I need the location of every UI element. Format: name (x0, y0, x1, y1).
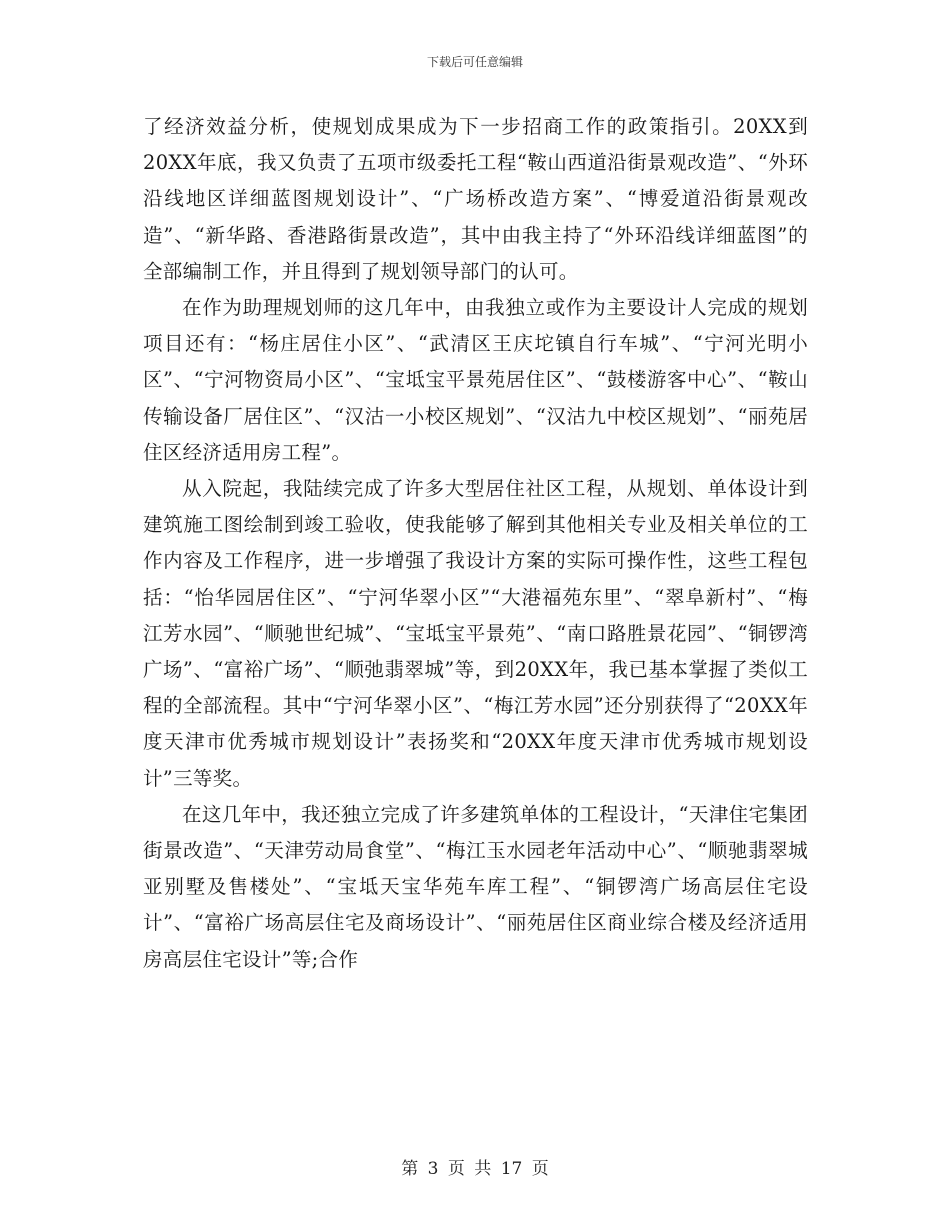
page-number-footer: 第 3 页 共 17 页 (401, 1159, 549, 1179)
document-body (143, 109, 808, 978)
paragraph-continuation: 了经济效益分析，使规划成果成为下一步招商工作的政策指引。20XX到20XX年底，我又负责了五项市级委托工程“鞍山西道沿街景观改造”、“外环沿线地区详细蓝图规划设计”、“广场桥改造方案”、“博爱道沿街景观改造”、“新华路、香港路街景改造”，其中由我主持了“外环沿线详细蓝图”的全部编制工作，并且得到了规划领导部门的认可。 (143, 115, 808, 283)
page-header-note: 下载后可任意编辑 (426, 55, 523, 69)
paragraph-planning-projects: 在作为助理规划师的这几年中，由我独立或作为主要设计人完成的规划项目还有：“杨庄居住小区”、“武清区王庆坨镇自行车城”、“宁河光明小区”、“宁河物资局小区”、“宝坻宝平景苑居住区”、“鼓楼游客中心”、“鞍山传输设备厂居住区”、“汉沽一小校区规划”、“汉沽九中校区规划”、“丽苑居住区经济适用房工程”。 (143, 296, 808, 464)
paragraph-building-designs: 在这几年中，我还独立完成了许多建筑单体的工程设计，“天津住宅集团街景改造”、“天津劳动局食堂”、“梅江玉水园老年活动中心”、“顺驰翡翠城亚别墅及售楼处”、“宝坻天宝华苑车库工程”、“铜锣湾广场高层住宅设计”、“富裕广场高层住宅及商场设计”、“丽苑居住区商业综合楼及经济适用房高层住宅设计”等;合作 (143, 802, 808, 971)
paragraph-residential-projects: 从入院起，我陆续完成了许多大型居住社区工程，从规划、单体设计到建筑施工图绘制到竣工验收，使我能够了解到其他相关专业及相关单位的工作内容及工作程序，进一步增强了我设计方案的实际可操作性，这些工程包括：“怡华园居住区”、“宁河华翠小区”“大港福苑东里”、“翠阜新村”、“梅江芳水园”、“顺驰世纪城”、“宝坻宝平景苑”、“南口路胜景花园”、“铜锣湾广场”、“富裕广场”、“顺弛翡翠城”等，到20XX年，我已基本掌握了类似工程的全部流程。其中“宁河华翠小区”、“梅江芳水园”还分别获得了“20XX年度天津市优秀城市规划设计”表扬奖和“20XX年度天津市优秀城市规划设计”三等奖。 (143, 477, 808, 790)
